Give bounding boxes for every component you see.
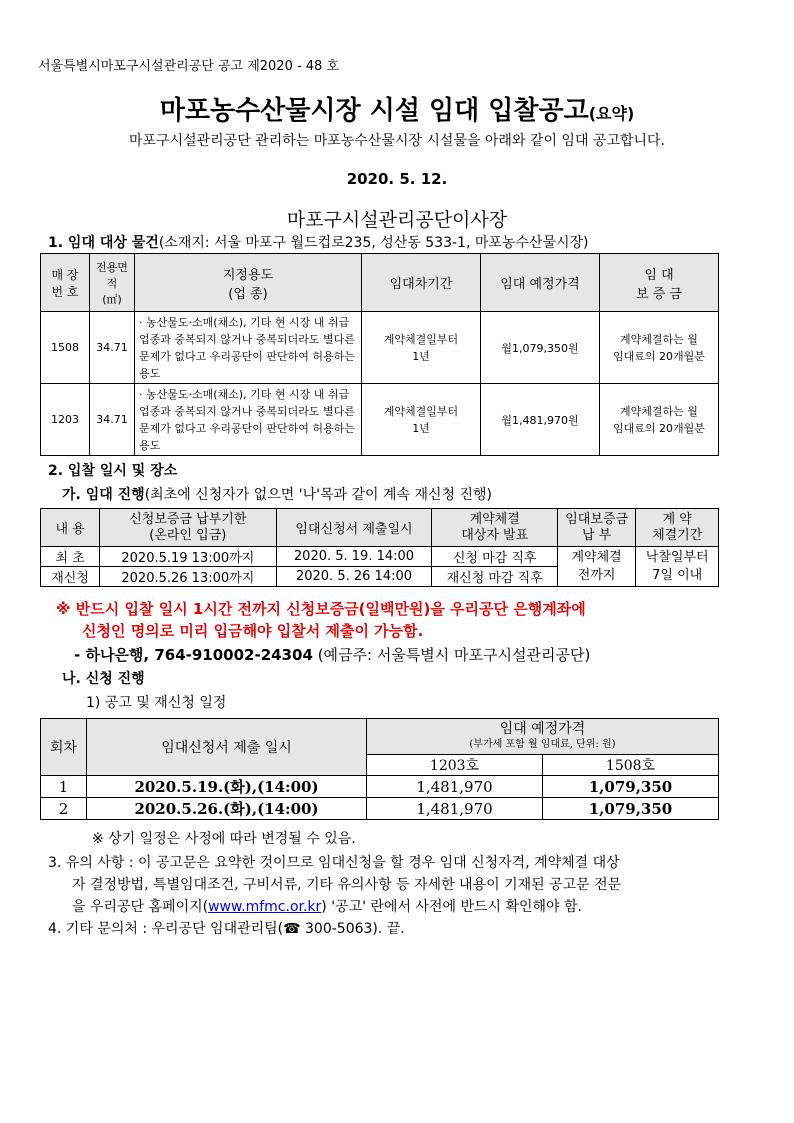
- table-row: [41, 547, 719, 567]
- round: 1: [41, 776, 87, 798]
- table-row: [41, 384, 719, 456]
- notice-number: 서울특별시마포구시설관리공단 공고 제2020 - 48 호: [38, 59, 340, 74]
- header-submit-date: 임대신청서 제출 일시: [87, 719, 367, 776]
- header-period: 임대차기간: [362, 254, 481, 312]
- header-store-no: 매 장 번 호: [41, 254, 90, 312]
- header-round: 회차: [41, 719, 87, 776]
- section1-location: (소재지: 서울 마포구 월드컵로235, 성산동 533-1, 마포농수산물시장): [158, 235, 589, 251]
- section2-heading: 2. 입찰 일시 및 장소: [48, 463, 178, 479]
- row-submit: 2020. 5. 19. 14:00: [276, 547, 432, 567]
- section3-line-3: [72, 896, 582, 916]
- price-1508: 1,079,350: [543, 776, 719, 798]
- section3-line-3-pre: 을 우리공단 홈페이지(: [72, 899, 209, 915]
- issuer: 마포구시설관리공단이사장: [286, 209, 508, 231]
- submit-date: 2020.5.19.(화),(14:00): [87, 776, 367, 798]
- section3-line-1: 3. 유의 사항 : 이 공고문은 요약한 것이므로 임대신청을 할 경우 임대 신청자격, 계약체결 대상: [48, 855, 620, 871]
- submit-date: 2020.5.26.(화),(14:00): [87, 798, 367, 820]
- bank-account: [74, 644, 590, 665]
- price: 월1,481,970원: [481, 384, 600, 456]
- store-no: 1508: [41, 312, 90, 384]
- header-price: [367, 719, 719, 755]
- section3-line-2: 자 결정방법, 특별임대조건, 구비서류, 기타 유의사항 등 자세한 내용이 기재된 공고문 전문: [72, 877, 622, 893]
- row-type: 재신청: [41, 567, 100, 587]
- deposit: 계약체결하는 월 임대료의 20개월분: [600, 384, 719, 456]
- merged-deposit: 계약체결 전까지: [557, 547, 636, 587]
- merged-contract: 낙찰일부터 7일 이내: [636, 547, 719, 587]
- sub-ga-title: 가. 임대 진행: [62, 487, 145, 503]
- row-announce: 재신청 마감 직후: [432, 567, 557, 587]
- header-price: 임대 예정가격: [481, 254, 600, 312]
- deposit: 계약체결하는 월 임대료의 20개월분: [600, 312, 719, 384]
- header-price-label: 임대 예정가격: [499, 720, 586, 737]
- section1-title: 1. 임대 대상 물건: [48, 235, 159, 251]
- title-suffix: (요약): [588, 104, 635, 123]
- intro-text: 마포구시설관리공단 관리하는 마포농수산물시장 시설물을 아래와 같이 임대 공고합니다.: [129, 133, 665, 149]
- row-deadline: 2020.5.26 13:00까지: [100, 567, 276, 587]
- area: 34.71: [90, 312, 135, 384]
- price-1508: 1,079,350: [543, 798, 719, 820]
- header-unit-1508: 1508호: [543, 755, 719, 776]
- period: 계약체결일부터 1년: [362, 312, 481, 384]
- header-contract: 계 약 체결기간: [636, 509, 719, 547]
- price-1203: 1,481,970: [367, 776, 543, 798]
- section4-line: 4. 기타 문의처 : 우리공단 임대관리팀(☎ 300-5063). 끝.: [48, 921, 405, 937]
- sub-ga: [62, 484, 492, 504]
- bank-holder: (예금주: 서울특별시 마포구시설관리공단): [317, 646, 591, 664]
- notice-date: 2020. 5. 12.: [346, 170, 448, 188]
- area: 34.71: [90, 384, 135, 456]
- header-area: 전용면 적 (㎡): [90, 254, 135, 312]
- table-row: [41, 312, 719, 384]
- sub-na-1: 1) 공고 및 재신청 일정: [86, 695, 227, 711]
- row-announce: 신청 마감 직후: [432, 547, 557, 567]
- header-announce: 계약체결 대상자 발표: [432, 509, 557, 547]
- header-deposit-payment: 임대보증금 납 부: [557, 509, 636, 547]
- price: 월1,079,350원: [481, 312, 600, 384]
- round: 2: [41, 798, 87, 820]
- sub-na-title: 나. 신청 진행: [62, 671, 145, 687]
- store-no: 1203: [41, 384, 90, 456]
- section1-heading: [48, 232, 589, 252]
- sub-ga-note: (최초에 신청자가 없으면 '나'목과 같이 계속 재신청 진행): [144, 487, 492, 503]
- warning-line-1: ※ 반드시 입찰 일시 1시간 전까지 신청보증금(일백만원)을 우리공단 은행계좌에: [56, 600, 586, 618]
- header-unit-1203: 1203호: [367, 755, 543, 776]
- header-submit: 임대신청서 제출일시: [276, 509, 432, 547]
- bank-label: - 하나은행, 764-910002-24304: [74, 646, 313, 664]
- schedule-note: ※ 상기 일정은 사정에 따라 변경될 수 있음.: [92, 831, 356, 847]
- schedule-process-table: [40, 508, 719, 587]
- header-type: 내 용: [41, 509, 100, 547]
- title-main: 마포농수산물시장 시설 임대 입찰공고: [159, 96, 589, 126]
- use: · 농산물도·소매(채소), 기타 현 시장 내 취급업종과 중복되지 않거나 중복되더라도 별다른 문제가 없다고 우리공단이 판단하여 허용하는 용도: [135, 384, 362, 456]
- row-deadline: 2020.5.19 13:00까지: [100, 547, 276, 567]
- warning-line-2: 신청인 명의로 미리 입금해야 입찰서 제출이 가능함.: [82, 622, 424, 640]
- page-title: [0, 90, 794, 127]
- period: 계약체결일부터 1년: [362, 384, 481, 456]
- use: · 농산물도·소매(채소), 기타 현 시장 내 취급업종과 중복되지 않거나 중복되더라도 별다른 문제가 없다고 우리공단이 판단하여 허용하는 용도: [135, 312, 362, 384]
- homepage-link[interactable]: www.mfmc.or.kr: [208, 899, 322, 915]
- header-use: 지정용도 (업 종): [135, 254, 362, 312]
- header-price-note: (부가세 포함 월 임대료, 단위: 원): [469, 738, 616, 750]
- row-submit: 2020. 5. 26 14:00: [276, 567, 432, 587]
- table-row: [41, 798, 719, 820]
- rental-items-table: [40, 253, 719, 456]
- table-row: [41, 776, 719, 798]
- row-type: 최 초: [41, 547, 100, 567]
- price-1203: 1,481,970: [367, 798, 543, 820]
- bid-schedule-table: [40, 718, 719, 820]
- section3-line-3-post: ) '공고' 란에서 사전에 반드시 확인해야 함.: [321, 899, 582, 915]
- header-deadline: 신청보증금 납부기한 (온라인 입금): [100, 509, 276, 547]
- header-deposit: 임 대 보 증 금: [600, 254, 719, 312]
